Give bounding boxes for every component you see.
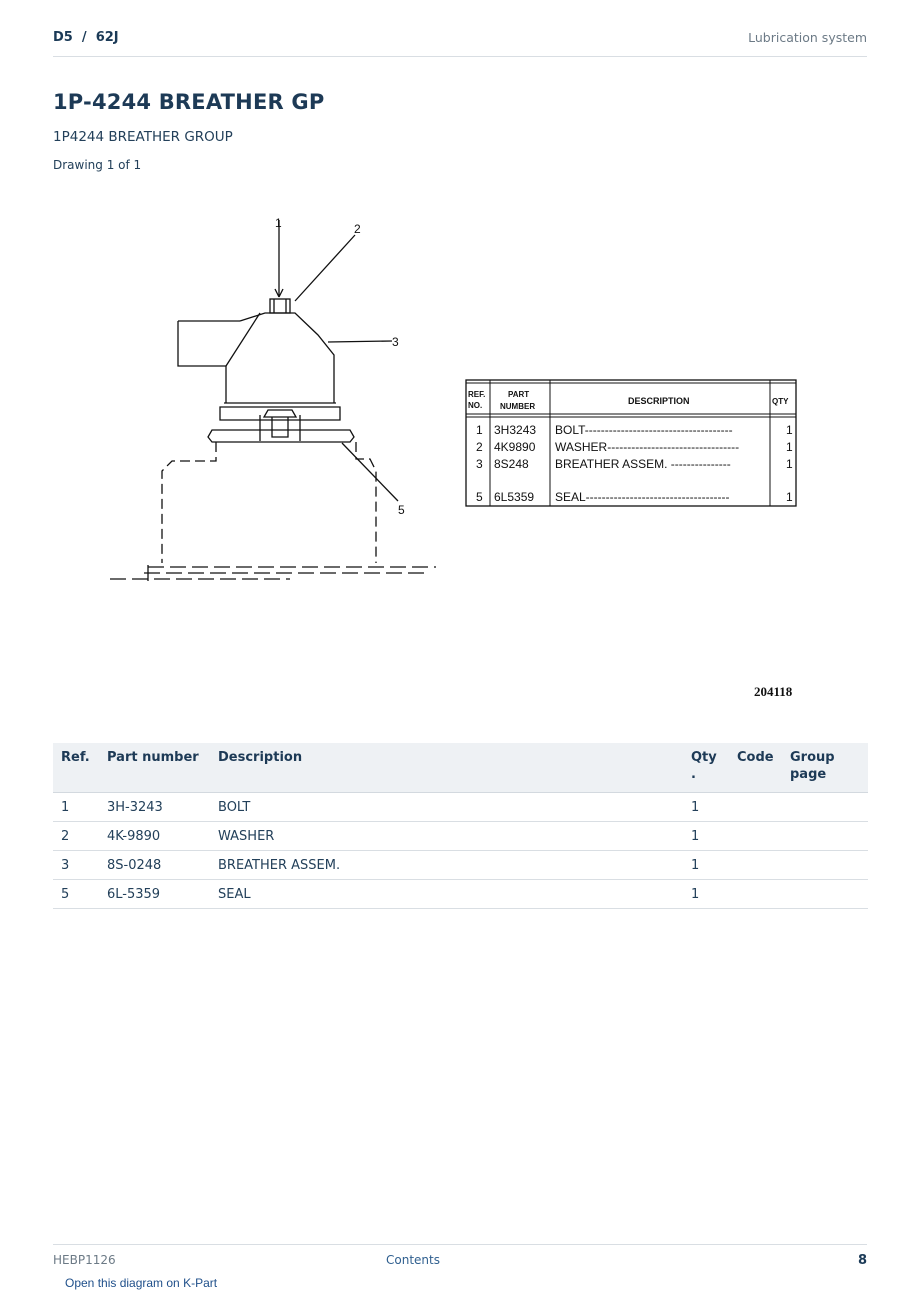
col-group-page: Group page [782, 743, 868, 793]
cell-description: BREATHER ASSEM. [210, 851, 683, 880]
col-qty: Qty . [683, 743, 729, 793]
callout-2: 2 [354, 222, 361, 236]
inset-ref: 2 [476, 440, 483, 454]
cell-ref: 3 [53, 851, 99, 880]
inset-parts-table [466, 380, 796, 506]
inset-ref: 3 [476, 457, 483, 471]
inset-header-ref: REF. [468, 390, 486, 399]
inset-qty: 1 [786, 440, 793, 454]
callout-1: 1 [275, 216, 282, 230]
cell-qty: 1 [683, 880, 729, 909]
section-name: Lubrication system [748, 30, 867, 45]
col-ref: Ref. [53, 743, 99, 793]
page-title: 1P-4244 BREATHER GP [53, 90, 325, 114]
parts-table-header [53, 743, 868, 793]
cell-ref: 1 [53, 793, 99, 822]
cell-group-page [782, 851, 868, 880]
drawing-number: 204118 [754, 684, 793, 699]
cell-description: SEAL [210, 880, 683, 909]
parts-table [53, 743, 868, 909]
page-subtitle: 1P4244 BREATHER GROUP [53, 129, 233, 145]
inset-desc: BOLT------------------------------------- [555, 423, 733, 437]
page-number: 8 [857, 1253, 867, 1268]
inset-part: 8S248 [494, 457, 529, 471]
inset-header-qty: QTY [772, 397, 789, 406]
col-code: Code [729, 743, 782, 793]
table-row [53, 822, 868, 851]
cell-qty: 1 [683, 822, 729, 851]
inset-part: 4K9890 [494, 440, 536, 454]
inset-header-number: NUMBER [500, 402, 536, 411]
table-row [53, 793, 868, 822]
cell-ref: 5 [53, 880, 99, 909]
inset-ref: 1 [476, 423, 483, 437]
cell-description: BOLT [210, 793, 683, 822]
cell-part-number: 4K-9890 [99, 822, 210, 851]
cell-code [729, 880, 782, 909]
cell-code [729, 851, 782, 880]
inset-qty: 1 [786, 457, 793, 471]
col-description: Description [210, 743, 683, 793]
contents-link[interactable]: Contents [386, 1253, 440, 1267]
cell-description: WASHER [210, 822, 683, 851]
drawing-info: Drawing 1 of 1 [53, 158, 142, 172]
kpart-diagram-link[interactable]: Open this diagram on K-Part [65, 1276, 218, 1290]
document-number: HEBP1126 [53, 1253, 116, 1267]
cell-group-page [782, 793, 868, 822]
col-part-number: Part number [99, 743, 210, 793]
inset-part: 3H3243 [494, 423, 537, 437]
inset-qty: 1 [786, 423, 793, 437]
inset-header-part: PART [508, 390, 530, 399]
table-row [53, 880, 868, 909]
callout-3: 3 [392, 335, 399, 349]
inset-desc: WASHER--------------------------------- [555, 440, 740, 454]
parts-diagram [100, 205, 820, 715]
breather-drawing [110, 220, 436, 581]
cell-part-number: 8S-0248 [99, 851, 210, 880]
inset-desc: SEAL------------------------------------ [555, 490, 730, 504]
inset-part: 6L5359 [494, 490, 535, 504]
cell-part-number: 6L-5359 [99, 880, 210, 909]
inset-header-description: DESCRIPTION [628, 396, 690, 406]
table-row [53, 851, 868, 880]
cell-qty: 1 [683, 851, 729, 880]
breadcrumb: D5 / 62J [53, 30, 119, 45]
inset-qty: 1 [786, 490, 793, 504]
inset-ref: 5 [476, 490, 483, 504]
callout-5: 5 [398, 503, 405, 517]
cell-ref: 2 [53, 822, 99, 851]
inset-desc: BREATHER ASSEM. --------------- [555, 457, 731, 471]
cell-code [729, 822, 782, 851]
cell-group-page [782, 822, 868, 851]
page-header [53, 22, 867, 57]
callouts [275, 216, 405, 517]
cell-code [729, 793, 782, 822]
page-footer [53, 1244, 867, 1275]
cell-qty: 1 [683, 793, 729, 822]
cell-group-page [782, 880, 868, 909]
inset-header-no: NO. [468, 401, 483, 410]
cell-part-number: 3H-3243 [99, 793, 210, 822]
